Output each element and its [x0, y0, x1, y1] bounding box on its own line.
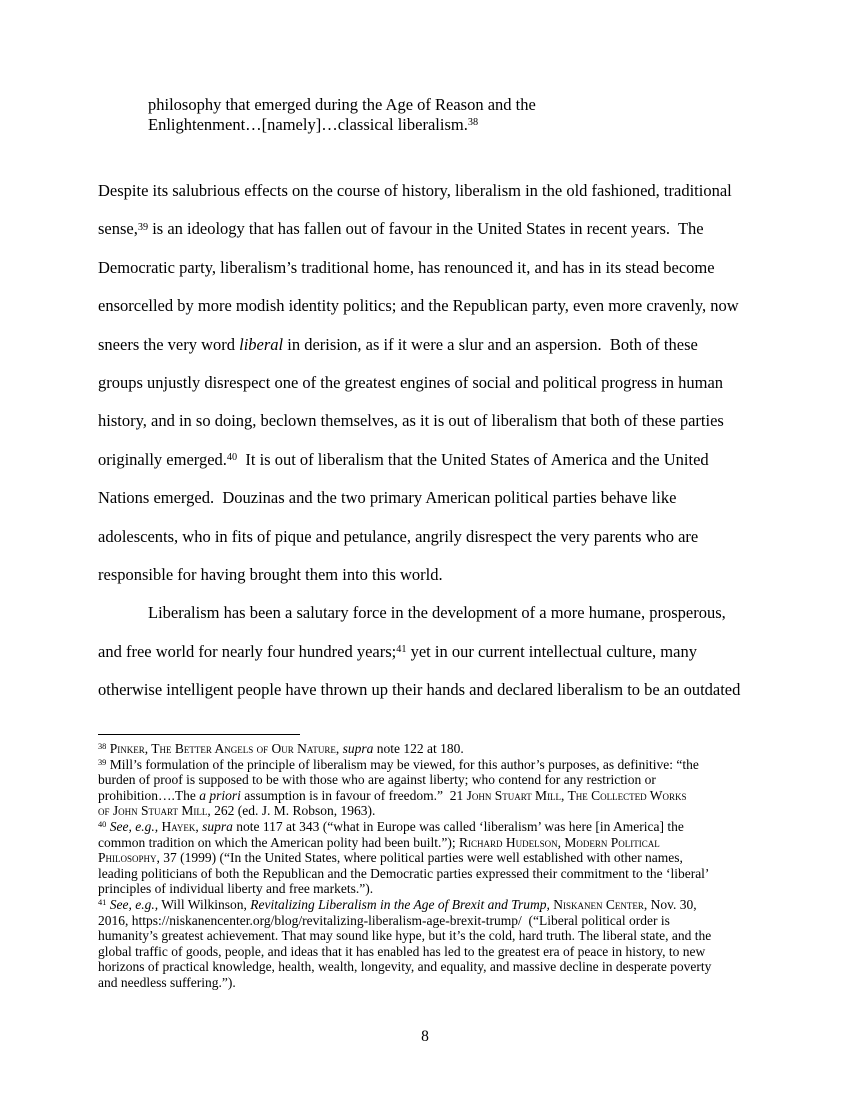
small-caps-text: Niskanen Center [553, 896, 644, 912]
text-line: humanity’s greatest achievement. That may sound like hype, but it’s the cold, hard truth. The liberal state, and the [98, 928, 712, 944]
text-line: originally emerged.$^{40}$ It is out of liberalism that the United States of America and the United [98, 449, 709, 469]
text-line: history, and in so doing, beclown themselves, as it is out of liberalism that both of these parties [98, 411, 724, 431]
text-line: principles of individual liberty and free markets.”). [98, 881, 374, 897]
text-line: 2016, https://niskanencenter.org/blog/revitalizing-liberalism-age-brexit-trump/ (“Liberal political order is [98, 912, 670, 928]
body-text [98, 172, 778, 710]
italic-text: Revitalizing Liberalism in the Age of Brexit and Trump, [250, 896, 550, 912]
text-line: prohibition….The a priori assumption is in favour of freedom.” 21 John Stuart Mill, The Collected Works [98, 787, 687, 803]
text-line: sneers the very word liberal in derision, as if it were a slur and an aspersion. Both of these [98, 334, 698, 354]
italic-text: liberal [239, 334, 284, 354]
text-line: horizons of practical knowledge, health, wealth, longevity, and equality, and massive decline in desperate poverty [98, 959, 712, 975]
text-line: otherwise intelligent people have thrown up their hands and declared liberalism to be an outdated [98, 680, 741, 700]
footnote-39 [98, 757, 778, 819]
footnote-ref: 41 [396, 644, 407, 656]
italic-text: See, e.g., [109, 896, 159, 912]
text-line: Despite its salubrious effects on the course of history, liberalism in the old fashioned, traditional [98, 181, 732, 200]
text-line: adolescents, who in fits of pique and petulance, angrily disrespect the very parents who are [98, 526, 699, 546]
footnote-41 [98, 897, 778, 991]
text-line: $^{38}$ Pinker, The Better Angels of Our Nature, supra note 122 at 180. [98, 741, 464, 756]
footnote-ref: 40 [98, 820, 107, 830]
footnote-ref: 40 [226, 452, 238, 464]
text-line: Liberalism has been a salutary force in the development of a more humane, prosperous, [148, 603, 726, 623]
text-line: $^{41}$ See, e.g., Will Wilkinson, Revitalizing Liberalism in the Age of Brexit and Trump, Niskanen Center, Nov. 30, [98, 896, 697, 912]
footnote-ref: 38 [98, 742, 107, 752]
page-number: 8 [421, 1028, 429, 1045]
paragraph-1 [98, 172, 778, 594]
text-line: leading politicians of both the Republican and the Democratic parties expressed their commitment to the ‘liberal’ [98, 865, 710, 881]
small-caps-text: Philosophy [98, 850, 157, 866]
text-line: sense,$^{39}$ is an ideology that has fallen out of favour in the United States in recent years. The [98, 219, 704, 239]
text-line: and free world for nearly four hundred years;$^{41}$ yet in our current intellectual culture, many [98, 641, 697, 661]
footnote-ref: 39 [137, 221, 149, 233]
text-line: global traffic of goods, people, and ideas that it has enabled has led to the greatest era of peace in history, to new [98, 943, 706, 959]
text-line: ensorcelled by more modish identity politics; and the Republican party, even more cravenly, now [98, 296, 739, 316]
text-line: Democratic party, liberalism’s traditional home, has renounced it, and has in its stead become [98, 257, 715, 277]
text-line: Philosophy, 37 (1999) (“In the United States, where political parties were well established with other names, [98, 850, 683, 866]
footnote-40 [98, 819, 778, 897]
small-caps-text: Hayek [161, 818, 196, 834]
italic-text: a priori [199, 787, 241, 803]
text-line: groups unjustly disrespect one of the greatest engines of social and political progress in human [98, 373, 724, 393]
italic-text: supra [342, 741, 374, 756]
text-line: philosophy that emerged during the Age of Reason and the [148, 95, 536, 114]
footnote-ref: 39 [98, 757, 107, 767]
italic-text: supra [202, 818, 233, 834]
paragraph-2 [98, 594, 778, 709]
text-line: Nations emerged. Douzinas and the two primary American political parties behave like [98, 488, 677, 508]
small-caps-text: of John Stuart Mill [98, 803, 208, 819]
small-caps-text: Richard Hudelson, Modern Political [459, 834, 660, 850]
block-quote [148, 95, 536, 135]
text-line: and needless suffering.”). [98, 974, 236, 990]
text-line: Enlightenment…[namely]…classical liberalism.$^{38}$ [148, 115, 479, 134]
small-caps-text: John Stuart Mill, The Collected Works [466, 787, 687, 803]
text-line: responsible for having brought them into this world. [98, 565, 443, 585]
small-caps-text: Pinker, The Better Angels of Our Nature [109, 741, 336, 756]
footnote-ref: 38 [467, 117, 479, 129]
footnote-ref: 41 [98, 898, 107, 908]
italic-text: See, e.g., [109, 818, 159, 834]
text-line: $^{40}$ See, e.g., Hayek, supra note 117 at 343 (“what in Europe was called ‘liberalism’ was here [in America] the [98, 818, 684, 834]
footnote-separator [98, 734, 300, 735]
footnotes-section [98, 741, 778, 991]
text-line: of John Stuart Mill, 262 (ed. J. M. Robson, 1963). [98, 803, 376, 819]
text-line: common tradition on which the American polity had been built.”); Richard Hudelson, Modern Political [98, 834, 660, 850]
text-line: $^{39}$ Mill’s formulation of the principle of liberalism may be viewed, for this author’s purposes, as definitive: “the [98, 756, 699, 772]
text-line: burden of proof is supposed to be with those who are against liberty; who contend for any restriction or [98, 772, 656, 788]
footnote-38 [98, 741, 778, 757]
